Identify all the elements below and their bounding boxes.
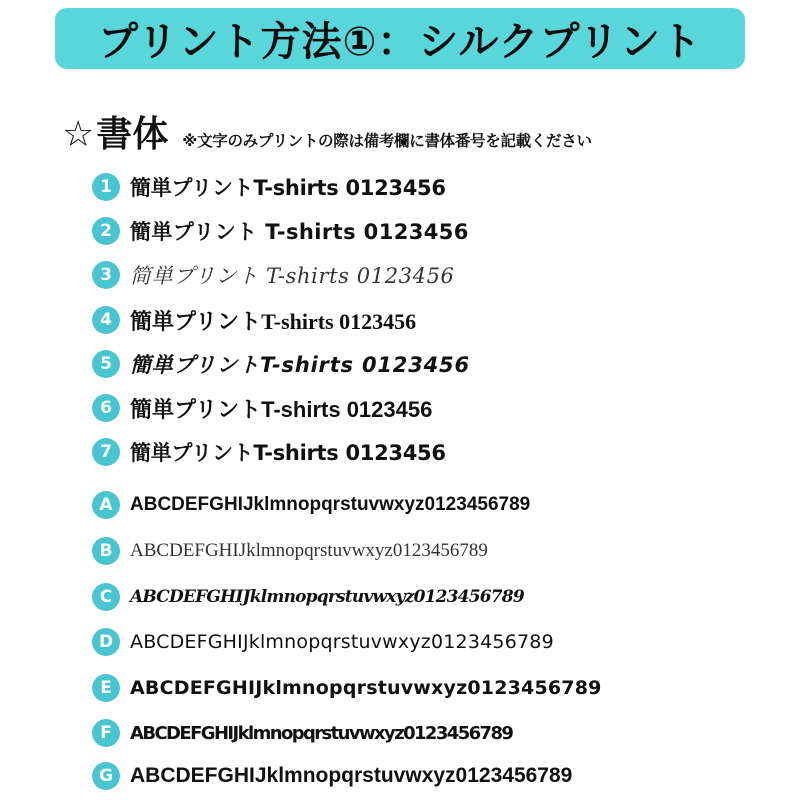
font-number-badge: 2 [92,217,120,245]
font-option-2 [92,214,469,248]
font-sample: ABCDEFGHIJklmnopqrstuvwxyz0123456789 [130,722,513,744]
font-letter-badge: B [92,537,120,565]
star-icon: ☆ [62,114,95,155]
font-sample: ABCDEFGHIJklmnopqrstuvwxyz0123456789 [130,494,531,515]
font-letter-badge: G [92,762,120,790]
font-option-f [92,716,512,750]
font-number-badge: 4 [92,306,120,334]
font-option-g [92,759,572,793]
page-title: プリント方法①：シルクプリント [98,19,702,65]
font-number-badge: 6 [92,394,120,422]
font-option-6 [92,391,432,425]
font-sample: 簡単プリントT-shirts 0123456 [130,353,470,377]
font-sample: ABCDEFGHIJklmnopqrstuvwxyz0123456789 [130,677,602,699]
font-letter-badge: E [92,674,120,702]
font-sample: ABCDEFGHIJklmnopqrstuvwxyz0123456789 [130,587,524,607]
font-sample: ABCDEFGHIJklmnopqrstuvwxyz0123456789 [130,540,488,561]
font-sample: 簡単プリント T-shirts 0123456 [130,220,469,244]
title-banner [55,8,745,69]
font-number-badge: 5 [92,350,120,378]
font-number-badge: 3 [92,261,120,289]
font-letter-badge: F [92,719,120,747]
font-option-e [92,671,602,705]
font-option-4 [92,303,416,337]
font-option-5 [92,347,470,381]
section-title: 書体 [96,114,169,155]
font-sample: ABCDEFGHIJklmnopqrstuvwxyz0123456789 [130,764,573,787]
font-letter-badge: A [92,491,120,519]
font-letter-badge: D [92,628,120,656]
font-option-a [92,488,530,522]
font-option-3 [92,258,455,292]
font-sample: 簡単プリントT-shirts 0123456 [130,176,446,200]
font-sample: 簡単プリントT-shirts 0123456 [130,396,433,422]
font-number-badge: 7 [92,438,120,466]
font-sample: 简単プリント T-shirts 0123456 [130,264,455,288]
font-option-c [92,580,524,614]
font-sample: ABCDEFGHIJklmnopqrstuvwxyz0123456789 [130,631,554,653]
typeface-section-header [62,106,592,156]
font-option-d [92,625,554,659]
font-option-7 [92,435,446,469]
font-option-b [92,534,488,568]
font-sample: 簡単プリントT-shirts 0123456 [130,308,417,334]
font-letter-badge: C [92,583,120,611]
font-sample: 簡単プリントT-shirts 0123456 [130,441,446,465]
section-note: ※文字のみプリントの際は備考欄に書体番号を記載ください [182,132,592,150]
font-option-1 [92,170,446,204]
font-number-badge: 1 [92,173,120,201]
